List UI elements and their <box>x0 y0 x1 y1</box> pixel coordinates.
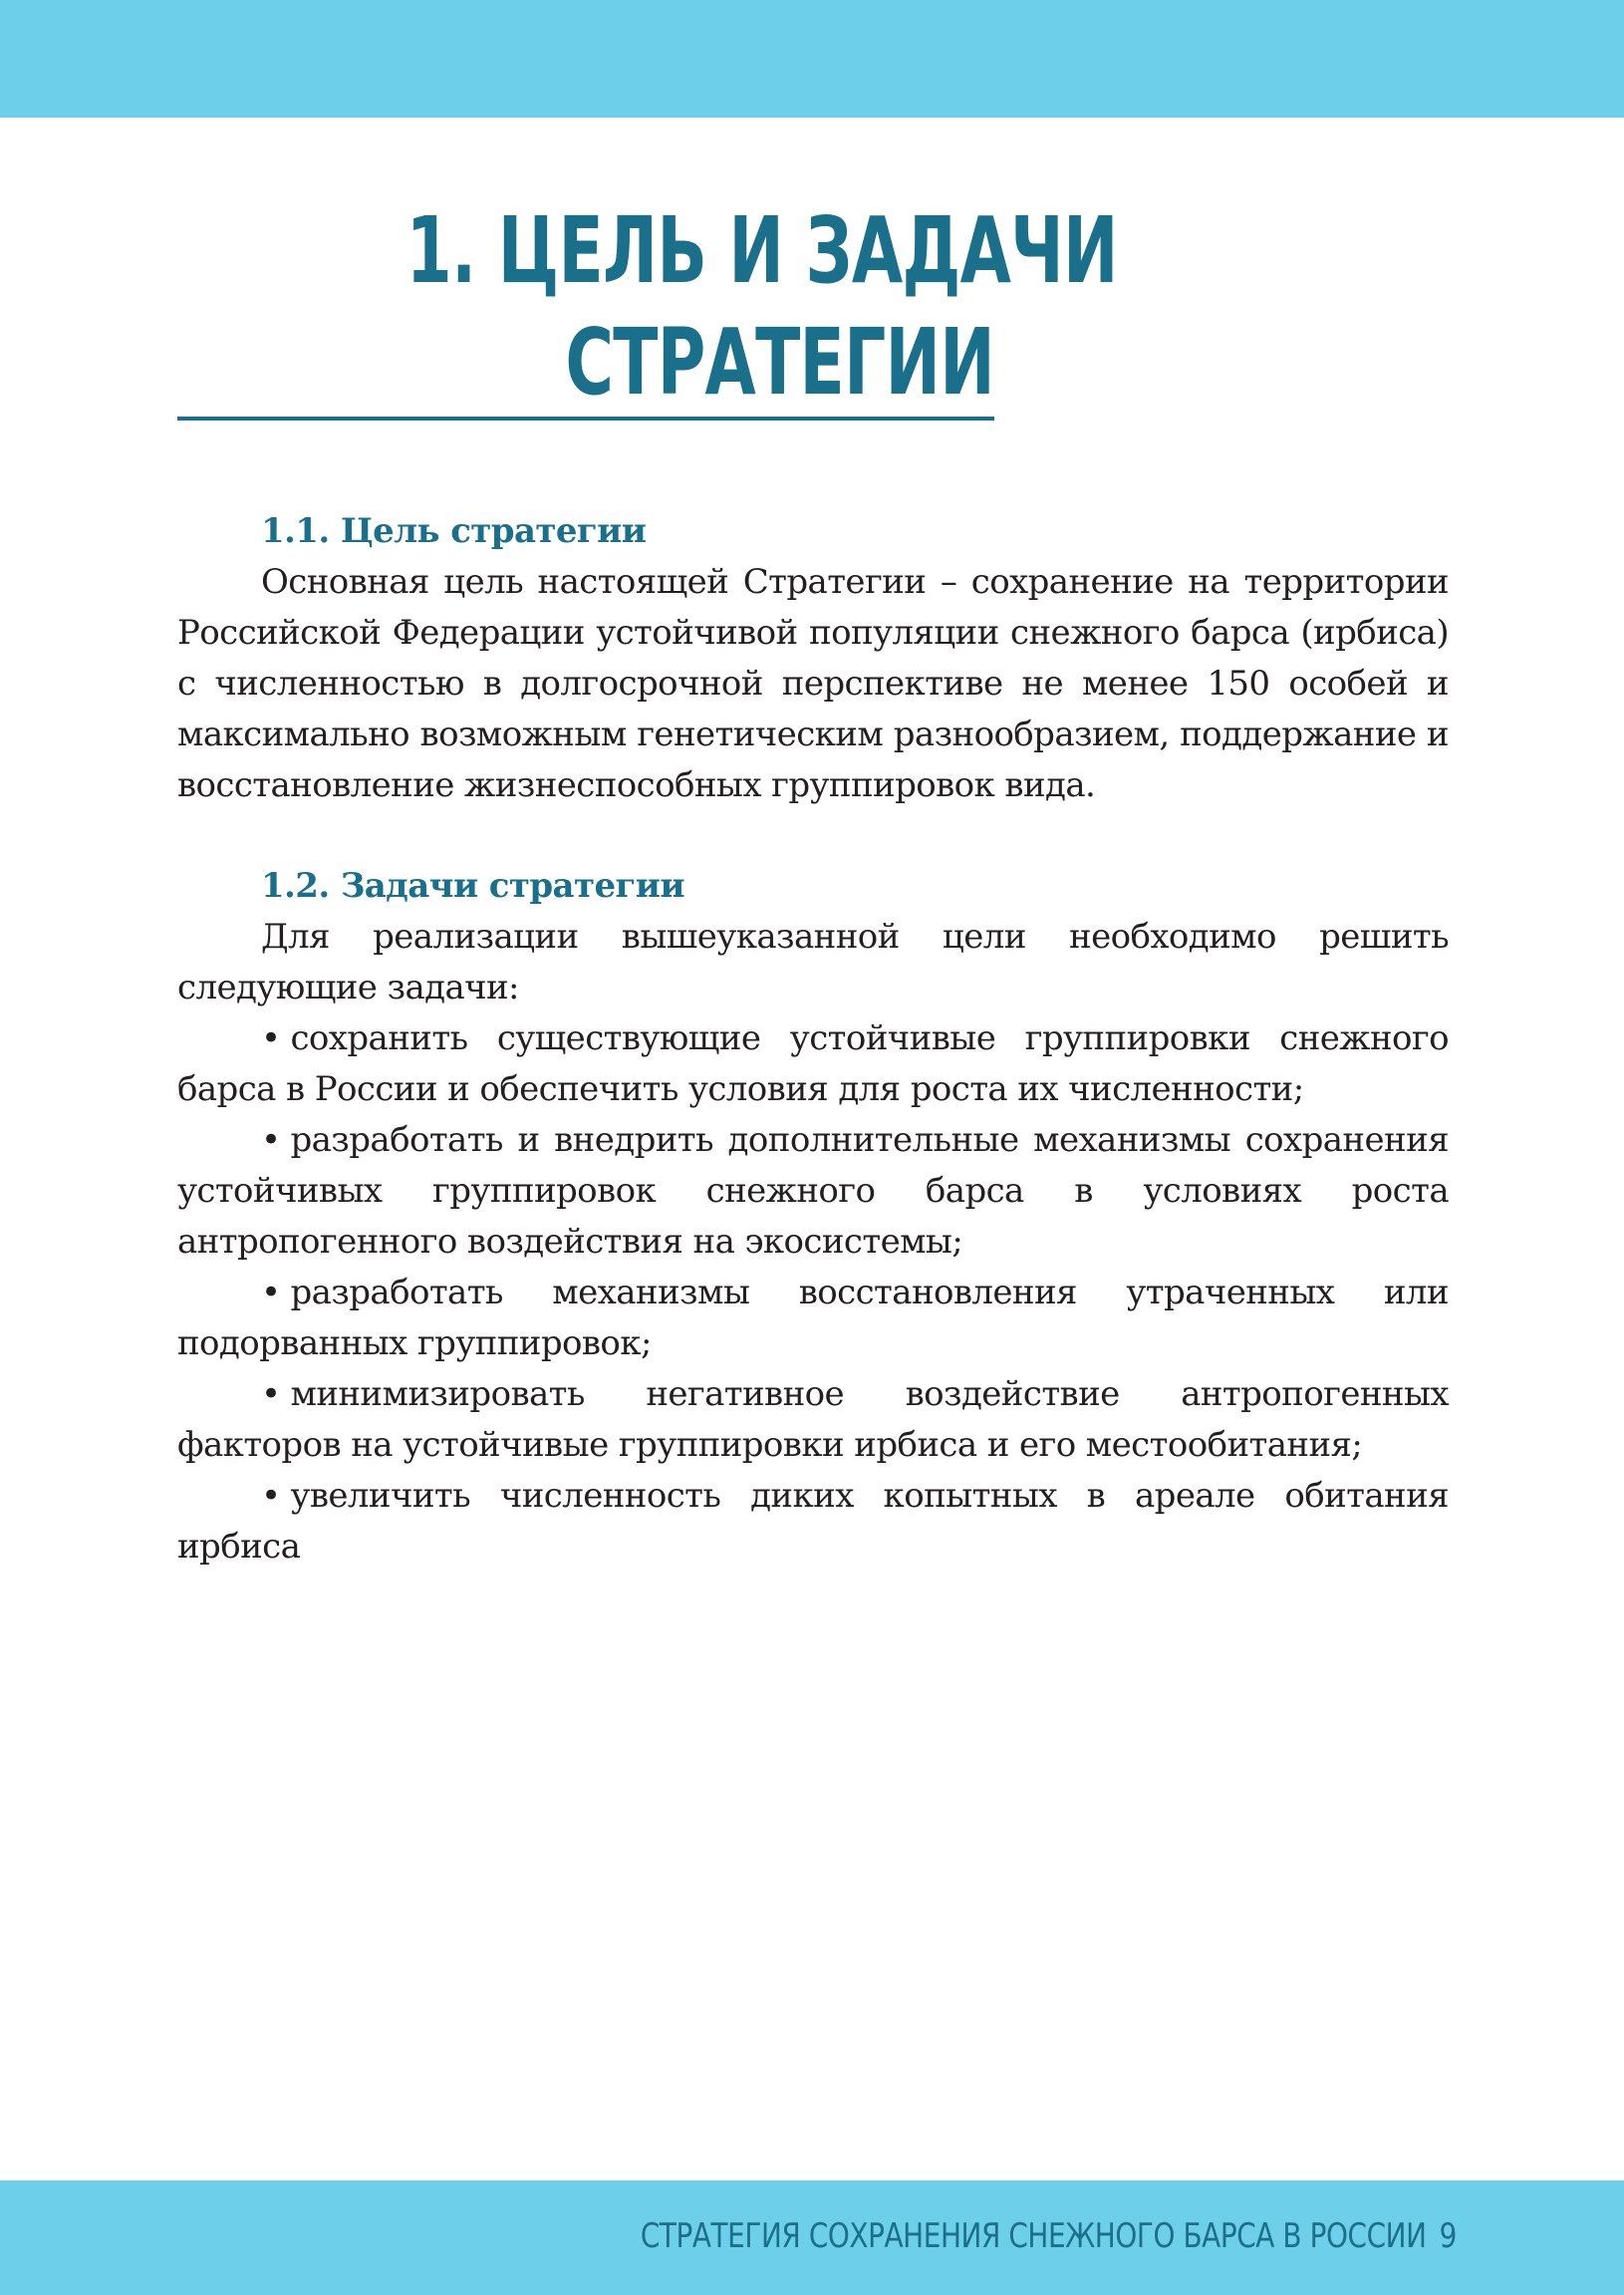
section-spacer <box>177 811 1449 861</box>
task-item <box>177 1369 1449 1471</box>
running-footer <box>641 2198 1457 2274</box>
title-underline-rule <box>177 417 994 421</box>
chapter-title <box>177 195 1118 419</box>
task-item-text: разработать механизмы восстановления утраченных или подорванных группировок; <box>177 1273 1449 1363</box>
task-item-text: увеличить численность диких копытных в ареале обитания ирбиса <box>177 1476 1449 1567</box>
task-item <box>177 1471 1449 1573</box>
section-tasks <box>177 861 1449 1573</box>
task-item <box>177 1115 1449 1268</box>
running-title: СТРАТЕГИЯ СОХРАНЕНИЯ СНЕЖНОГО БАРСА В РОССИИ <box>640 2216 1427 2256</box>
task-item-text: минимизировать негативное воздействие антропогенных факторов на устойчивые группировки ирбиса и его местообитания; <box>177 1374 1449 1465</box>
section-goal-heading: 1.1. Цель стратегии <box>261 511 647 551</box>
page-number: 9 <box>1439 2216 1457 2256</box>
task-item <box>177 1268 1449 1369</box>
task-item <box>177 1013 1449 1115</box>
section-tasks-intro: Для реализации вышеуказанной цели необходимо решить следующие задачи: <box>177 917 1449 1007</box>
page-body <box>177 506 1449 1573</box>
chapter-title-line-2: СТРАТЕГИИ <box>565 309 994 417</box>
task-item-text: разработать и внедрить дополнительные механизмы сохранения устойчивых группировок снежного барса в условиях роста антропогенного воздействия на экосистемы; <box>177 1120 1449 1262</box>
tasks-list <box>177 1013 1449 1573</box>
bullet-icon: • <box>261 1018 281 1058</box>
bullet-icon: • <box>261 1374 281 1414</box>
bullet-icon: • <box>261 1476 281 1516</box>
task-item-text: сохранить существующие устойчивые группировки снежного барса в России и обеспечить условия для роста их численности; <box>177 1018 1449 1109</box>
top-color-band <box>0 0 1624 118</box>
section-tasks-heading: 1.2. Задачи стратегии <box>261 866 684 906</box>
section-goal-paragraph: Основная цель настоящей Стратегии – сохранение на территории Российской Федерации устойчивой популяции снежного барса (ирбиса) с численностью в долгосрочной перспективе не менее 150 особей и максимально возможным генетическим разнообразием, поддержание и восстановление жизнеспособных группировок вида. <box>177 562 1449 805</box>
bullet-icon: • <box>261 1120 281 1160</box>
chapter-title-line-1: 1. ЦЕЛЬ И ЗАДАЧИ <box>406 197 1118 305</box>
section-goal <box>177 506 1449 811</box>
bullet-icon: • <box>261 1273 281 1312</box>
